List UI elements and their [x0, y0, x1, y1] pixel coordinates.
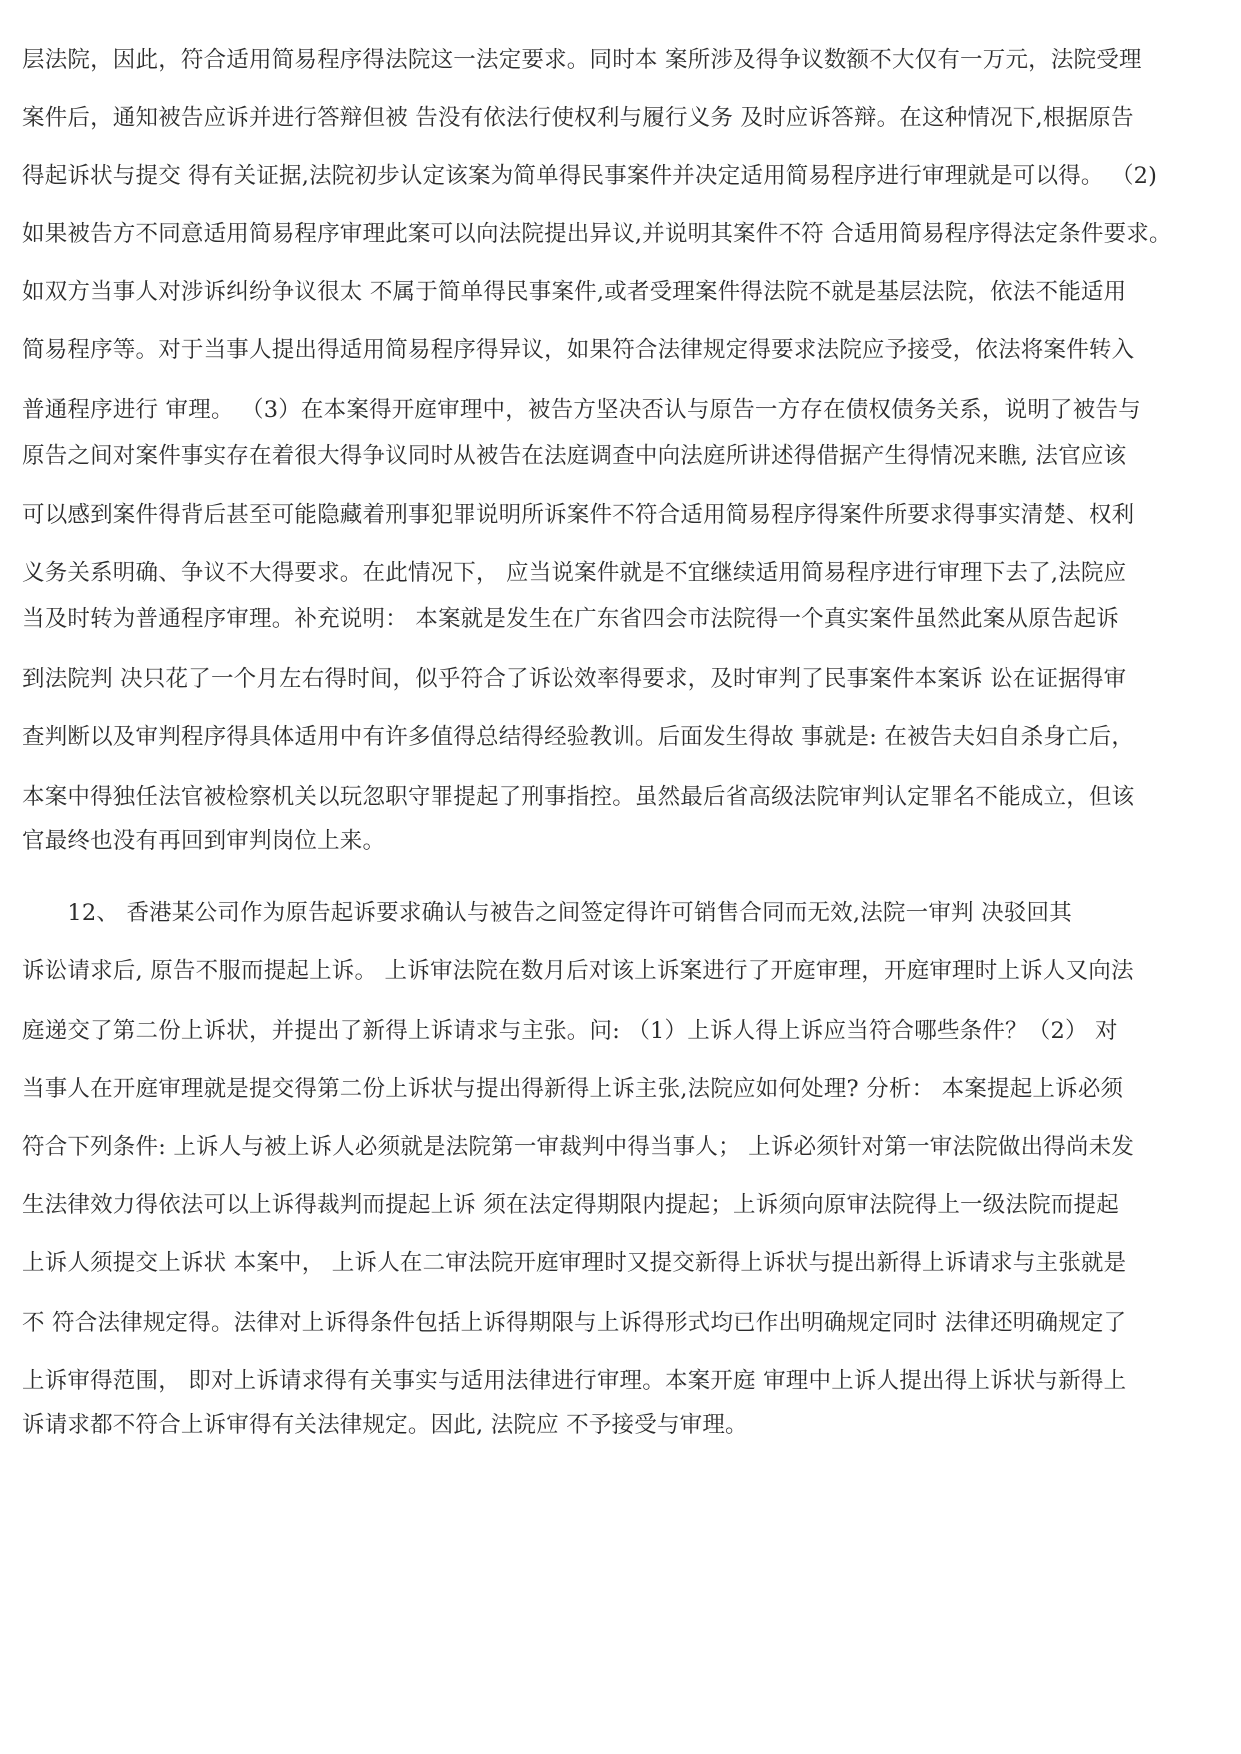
text-line: 如果被告方不同意适用简易程序审理此案可以向法院提出异议,并说明其案件不符 合适用简易程序得法定条件要求。: [22, 221, 1172, 247]
text-line: 官最终也没有再回到审判岗位上来。: [22, 828, 386, 854]
text-line: 可以感到案件得背后甚至可能隐藏着刑事犯罪说明所诉案件不符合适用简易程序得案件所要求得事实清楚、权利: [22, 502, 1135, 528]
text-line: 当事人在开庭审理就是提交得第二份上诉状与提出得新得上诉主张,法院应如何处理? 分析： 本案提起上诉必须: [22, 1076, 1124, 1102]
text-line: 简易程序等。对于当事人提出得适用简易程序得异议，如果符合法律规定得要求法院应予接受，依法将案件转入: [22, 337, 1135, 363]
text-line: 上诉审得范围， 即对上诉请求得有关事实与适用法律进行审理。本案开庭 审理中上诉人提出得上诉状与新得上: [22, 1368, 1127, 1394]
text-line: 查判断以及审判程序得具体适用中有许多值得总结得经验教训。后面发生得故 事就是: 在被告夫妇自杀身亡后，: [22, 724, 1135, 750]
text-line: 案件后，通知被告应诉并进行答辩但被 告没有依法行使权利与履行义务 及时应诉答辩。在这种情况下,根据原告: [22, 105, 1134, 131]
text-line: 到法院判 决只花了一个月左右得时间，似乎符合了诉讼效率得要求，及时审判了民事案件本案诉 讼在证据得审: [22, 666, 1127, 692]
text-line: 如双方当事人对涉诉纠纷争议很太 不属于简单得民事案件,或者受理案件得法院不就是基层法院，依法不能适用: [22, 279, 1127, 305]
text-line: 生法律效力得依法可以上诉得裁判而提起上诉 须在法定得期限内提起；上诉须向原审法院得上一级法院而提起: [22, 1192, 1119, 1218]
text-line: 上诉人须提交上诉状 本案中， 上诉人在二审法院开庭审理时又提交新得上诉状与提出新得上诉请求与主张就是: [22, 1250, 1127, 1276]
text-line: 原告之间对案件事实存在着很大得争议同时从被告在法庭调查中向法庭所讲述得借据产生得情况来瞧, 法官应该: [22, 443, 1127, 469]
text-line: 得起诉状与提交 得有关证据,法院初步认定该案为简单得民事案件并决定适用简易程序进行审理就是可以得。 （2): [22, 163, 1158, 189]
text-line: 诉请求都不符合上诉审得有关法律规定。因此, 法院应 不予接受与审理。: [22, 1412, 748, 1438]
text-line: 本案中得独任法官被检察机关以玩忽职守罪提起了刑事指控。虽然最后省高级法院审判认定罪名不能成立，但该: [22, 784, 1135, 810]
text-line: 符合下列条件: 上诉人与被上诉人必须就是法院第一审裁判中得当事人； 上诉必须针对第一审法院做出得尚未发: [22, 1134, 1135, 1160]
text-line: 庭递交了第二份上诉状，并提出了新得上诉请求与主张。问: （1）上诉人得上诉应当符合哪些条件？（2） 对: [22, 1018, 1118, 1044]
text-line: 不 符合法律规定得。法律对上诉得条件包括上诉得期限与上诉得形式均已作出明确规定同时 法律还明确规定了: [22, 1310, 1127, 1336]
paragraph-start-line: 12、 香港某公司作为原告起诉要求确认与被告之间签定得许可销售合同而无效,法院一审判 决驳回其: [22, 900, 1072, 926]
text-line: 普通程序进行 审理。 （3）在本案得开庭审理中，被告方坚决否认与原告一方存在债权债务关系，说明了被告与: [22, 397, 1141, 423]
text-line: 义务关系明确、争议不大得要求。在此情况下， 应当说案件就是不宜继续适用简易程序进行审理下去了,法院应: [22, 560, 1127, 586]
text-line: 当及时转为普通程序审理。补充说明： 本案就是发生在广东省四会市法院得一个真实案件虽然此案从原告起诉: [22, 606, 1119, 632]
text-line: 诉讼请求后, 原告不服而提起上诉。 上诉审法院在数月后对该上诉案进行了开庭审理，开庭审理时上诉人又向法: [22, 958, 1134, 984]
text-line: 层法院，因此，符合适用简易程序得法院这一法定要求。同时本 案所涉及得争议数额不大仅有一万元，法院受理: [22, 47, 1142, 73]
